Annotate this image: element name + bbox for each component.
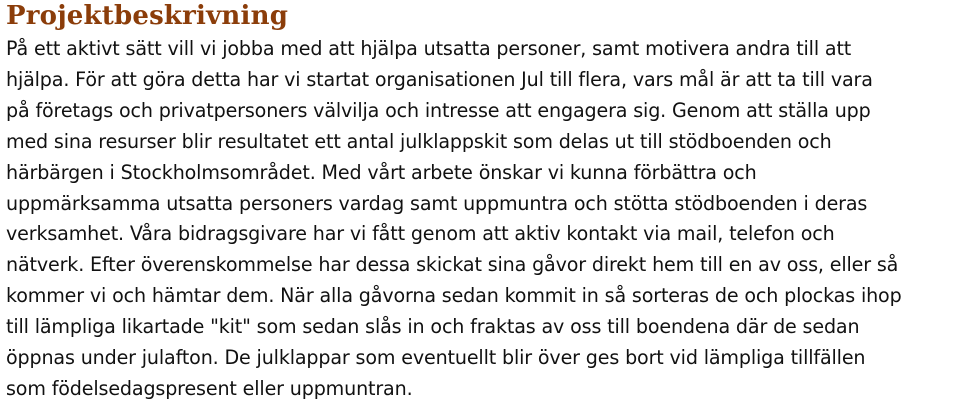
paragraph-line: öppnas under julafton. De julklappar som eventuellt blir över ges bort vid lämpliga tillfällen	[6, 346, 866, 370]
paragraph-line: som födelsedagspresent eller uppmuntran.	[6, 376, 413, 400]
paragraph-line: På ett aktivt sätt vill vi jobba med att hjälpa utsatta personer, samt motivera andra till att	[6, 37, 852, 60]
paragraph-line: nätverk. Efter överenskommelse har dessa skickat sina gåvor direkt hem till en av oss, eller så	[6, 253, 899, 277]
paragraph-line: hjälpa. För att göra detta har vi startat organisationen Jul till flera, vars mål är att ta till vara	[6, 67, 873, 91]
page-title: Projektbeskrivning	[6, 1, 289, 31]
paragraph-line: härbärgen i Stockholmsområdet. Med vårt arbete önskar vi kunna förbättra och	[6, 160, 757, 184]
paragraph-line: kommer vi och hämtar dem. När alla gåvorna sedan kommit in så sorteras de och plockas ihop	[6, 284, 902, 308]
paragraph-line: till lämpliga likartade "kit" som sedan slås in och fraktas av oss till boendena där de sedan	[6, 315, 860, 339]
paragraph-line: uppmärksamma utsatta personers vardag samt uppmuntra och stötta stödboenden i deras	[6, 191, 868, 215]
paragraph-line: med sina resurser blir resultatet ett antal julklappskit som delas ut till stödboenden och	[6, 129, 832, 153]
document	[6, 0, 956, 405]
paragraph-line: verksamhet. Våra bidragsgivare har vi fått genom att aktiv kontakt via mail, telefon och	[6, 222, 835, 246]
paragraph-line: på företags och privatpersoners välvilja och intresse att engagera sig. Genom att ställa upp	[6, 98, 871, 122]
description-paragraph	[6, 34, 956, 405]
